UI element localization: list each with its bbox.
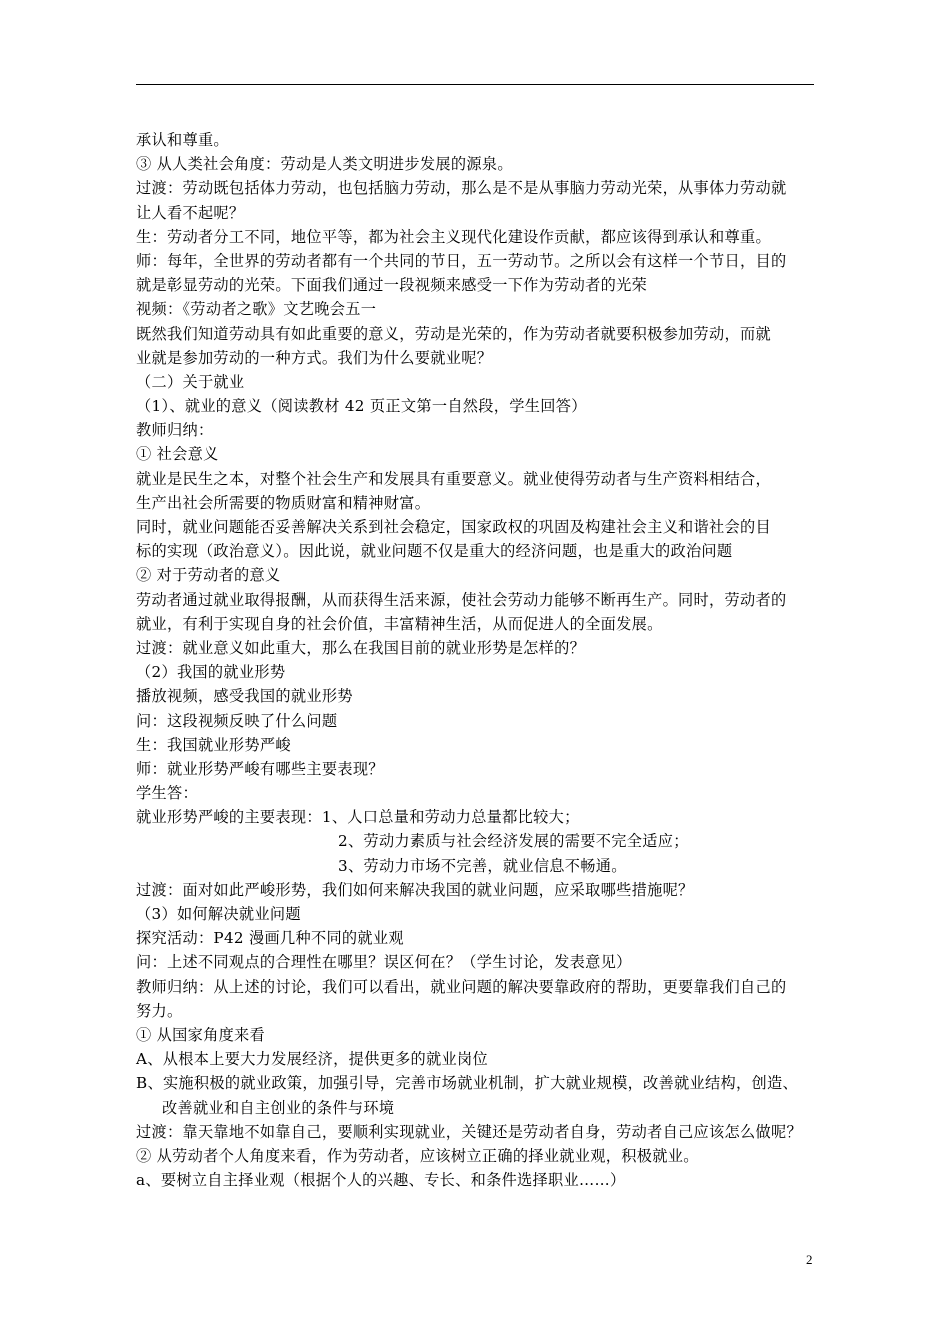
text-line: 师：就业形势严峻有哪些主要表现？ [136,759,384,778]
text-line: ① 社会意义 [136,445,219,464]
text-line: 过渡：劳动既包括体力劳动，也包括脑力劳动，那么是不是从事脑力劳动光荣，从事体力劳动就 [136,179,787,198]
list-item: 3、劳动力市场不完善，就业信息不畅通。 [338,856,627,875]
text-line: 就业形势严峻的主要表现：1、人口总量和劳动力总量都比较大； [136,808,580,827]
text-line: 问：这段视频反映了什么问题 [136,711,338,730]
subsection-heading: （3）如何解决就业问题 [136,905,301,923]
text-line: 问：上述不同观点的合理性在哪里？误区何在？（学生讨论，发表意见） [136,953,632,972]
text-line: ① 从国家角度来看 [136,1025,266,1044]
text-line: 生产出社会所需要的物质财富和精神财富。 [136,493,431,512]
text-line: ② 从劳动者个人角度来看，作为劳动者，应该树立正确的择业就业观，积极就业。 [136,1146,699,1165]
page-body [136,128,826,1192]
text-line: 教师归纳： [136,421,214,440]
subsection-heading: （1）、就业的意义（阅读教材 42 页正文第一自然段，学生回答） [136,397,587,416]
text-line: B、实施积极的就业政策，加强引导，完善市场就业机制，扩大就业规模，改善就业结构，创造、 [136,1074,798,1093]
text-line: 承认和尊重。 [136,131,229,149]
text-line: 过渡：就业意义如此重大，那么在我国目前的就业形势是怎样的？ [136,638,586,657]
text-line: 教师归纳：从上述的讨论，我们可以看出，就业问题的解决要靠政府的帮助，更要靠我们自己的 [136,977,787,996]
text-line: 学生答： [136,784,198,803]
text-line: 让人看不起呢？ [136,203,245,222]
subsection-heading: （2）我国的就业形势 [136,663,286,682]
text-line: 同时，就业问题能否妥善解决关系到社会稳定，国家政权的巩固及构建社会主义和谐社会的目 [136,518,771,536]
text-line: 业就是参加劳动的一种方式。我们为什么要就业呢？ [136,348,493,367]
text-line: 过渡：面对如此严峻形势，我们如何来解决我国的就业问题，应采取哪些措施呢？ [136,880,694,899]
text-line: 播放视频，感受我国的就业形势 [136,687,353,706]
text-line: 过渡：靠天靠地不如靠自己，要顺利实现就业，关键还是劳动者自身，劳动者自己应该怎么做呢？ [136,1122,802,1141]
list-item: 2、劳动力素质与社会经济发展的需要不完全适应； [338,832,689,851]
text-line: 努力。 [136,1001,183,1020]
header-rule [136,84,814,85]
text-line: 探究活动：P42 漫画几种不同的就业观 [136,929,404,948]
text-line: 劳动者通过就业取得报酬，从而获得生活来源，使社会劳动力能够不断再生产。同时，劳动者的 [136,590,787,609]
text-line: 就是彰显劳动的光荣。下面我们通过一段视频来感受一下作为劳动者的光荣 [136,276,648,295]
text-line: ② 对于劳动者的意义 [136,566,281,585]
text-line: 既然我们知道劳动具有如此重要的意义，劳动是光荣的，作为劳动者就要积极参加劳动，而就 [136,324,771,343]
text-line: ③ 从人类社会角度：劳动是人类文明进步发展的源泉。 [136,155,513,174]
text-line: 生：劳动者分工不同，地位平等，都为社会主义现代化建设作贡献，都应该得到承认和尊重。 [136,227,771,246]
text-line: 标的实现（政治意义）。因此说，就业问题不仅是重大的经济问题，也是重大的政治问题 [136,542,733,561]
text-line: 就业，有利于实现自身的社会价值，丰富精神生活，从而促进人的全面发展。 [136,614,663,633]
text-line: 视频：《劳动者之歌》文艺晚会五一 [136,300,377,319]
text-line: A、从根本上要大力发展经济，提供更多的就业岗位 [136,1050,488,1069]
text-line: 改善就业和自主创业的条件与环境 [162,1098,395,1117]
page-number: 2 [806,1252,813,1267]
text-line: a、要树立自主择业观（根据个人的兴趣、专长、和条件选择职业……） [136,1171,626,1190]
text-line: 就业是民生之本，对整个社会生产和发展具有重要意义。就业使得劳动者与生产资料相结合， [136,469,771,488]
section-heading: （二）关于就业 [136,372,245,391]
text-line: 师：每年，全世界的劳动者都有一个共同的节日，五一劳动节。之所以会有这样一个节日，目的 [136,251,787,270]
text-line: 生：我国就业形势严峻 [136,735,291,754]
